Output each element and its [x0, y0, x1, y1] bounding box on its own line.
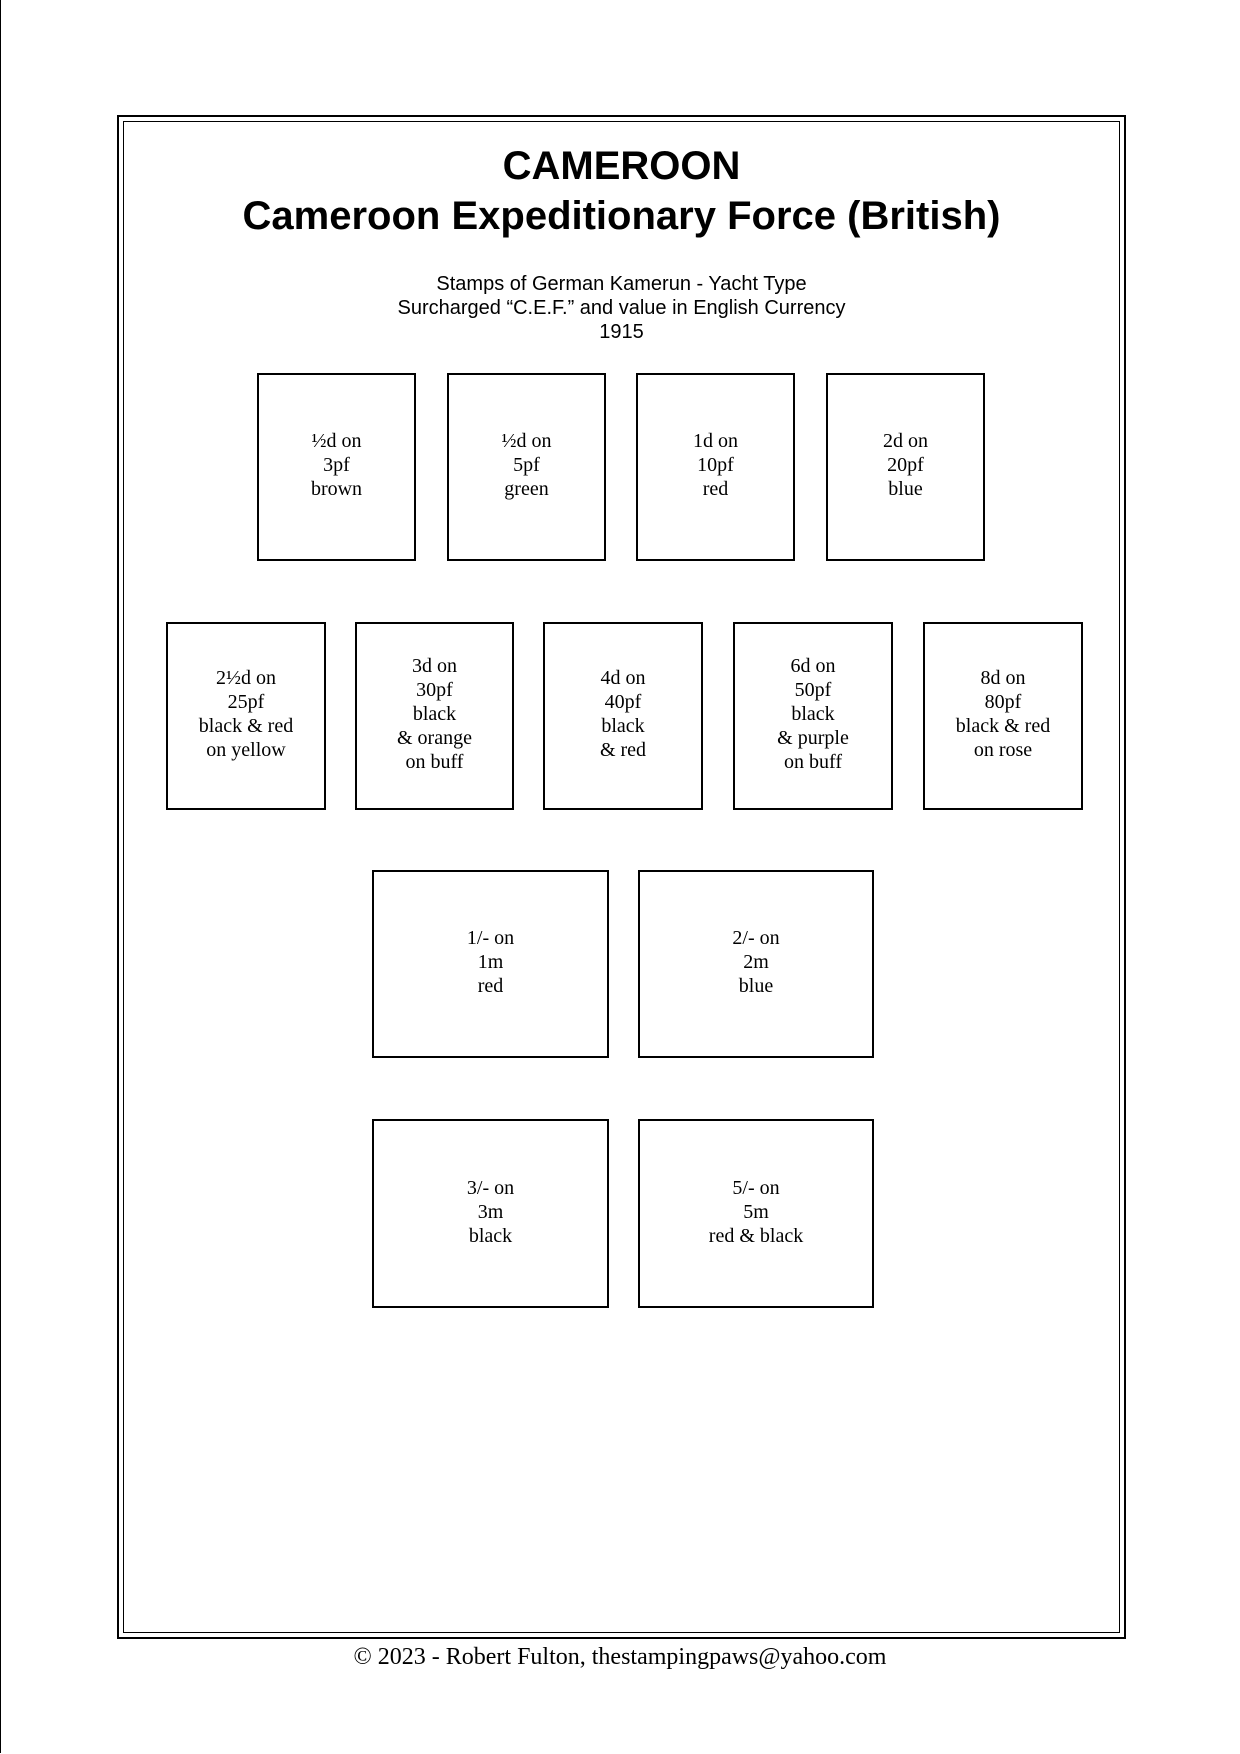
stamp-original-value: 80pf [984, 691, 1022, 713]
stamp-space [166, 622, 326, 810]
page-subtitle: Cameroon Expeditionary Force (British) [242, 194, 1001, 238]
stamp-label [467, 926, 514, 998]
stamp-original-value: 5pf [513, 454, 540, 476]
stamp-value: ½d on [311, 430, 362, 452]
stamp-label [709, 1176, 803, 1248]
stamp-value: 2½d on [216, 667, 276, 689]
stamp-original-value: 3m [477, 1200, 504, 1223]
stamp-color: black & red [198, 715, 294, 737]
stamp-space [355, 622, 514, 810]
stamp-color: on buff [405, 751, 464, 773]
stamp-color: red [477, 975, 504, 997]
stamp-color: blue [738, 975, 774, 997]
stamp-color: black [601, 715, 645, 737]
stamp-label [502, 429, 552, 501]
stamp-original-value: 5m [743, 1200, 769, 1223]
stamp-color: black & red [955, 715, 1051, 737]
stamp-value: 3/- on [466, 1176, 515, 1199]
stamp-color: blue [888, 478, 923, 500]
stamp-space [372, 870, 609, 1058]
stamp-value: 6d on [790, 655, 836, 677]
stamp-original-value: 10pf [697, 454, 734, 476]
stamp-space [372, 1119, 609, 1308]
stamp-label [693, 429, 738, 501]
stamp-color: black [468, 1224, 513, 1247]
stamp-original-value: 20pf [887, 454, 924, 476]
stamp-original-value: 50pf [794, 679, 832, 701]
stamp-space [638, 1119, 874, 1308]
stamp-color: black [791, 703, 835, 725]
stamp-space [257, 373, 416, 561]
stamp-label [956, 666, 1050, 762]
stamp-space [543, 622, 703, 810]
stamp-value: 4d on [600, 667, 646, 689]
stamp-label [883, 429, 928, 501]
stamp-color: & orange [397, 727, 472, 749]
stamp-value: 1d on [693, 430, 738, 452]
stamp-value: 1/- on [466, 927, 515, 949]
stamp-color: on rose [973, 739, 1033, 761]
stamp-space [638, 870, 874, 1058]
stamp-color: brown [310, 478, 363, 500]
stamp-color: on yellow [206, 739, 286, 761]
stamp-original-value: 30pf [416, 679, 453, 701]
stamp-color: & red [599, 739, 647, 761]
stamp-label [199, 666, 293, 762]
stamp-value: 3d on [411, 655, 457, 677]
stamp-color: black [412, 703, 457, 725]
stamp-space [923, 622, 1083, 810]
stamp-value: 5/- on [732, 1176, 780, 1199]
stamp-color: & purple [777, 727, 849, 749]
stamp-original-value: 3pf [323, 454, 350, 476]
stamp-color: red [702, 478, 729, 500]
description-line-2: Surcharged “C.E.F.” and value in English Currency [397, 297, 846, 319]
stamp-label [311, 429, 362, 501]
stamp-color: red & black [708, 1224, 804, 1247]
stamp-label [732, 926, 779, 998]
stamp-value: ½d on [501, 430, 552, 452]
description-line-1: Stamps of German Kamerun - Yacht Type [436, 273, 807, 295]
stamp-value: 2d on [883, 430, 928, 452]
page-title: CAMEROON [502, 144, 741, 188]
stamp-original-value: 2m [743, 951, 769, 973]
stamp-original-value: 25pf [227, 691, 265, 713]
stamp-label [397, 654, 472, 774]
stamp-value: 8d on [980, 667, 1026, 689]
stamp-space [733, 622, 893, 810]
stamp-space [826, 373, 985, 561]
stamp-color: green [504, 478, 549, 500]
stamp-label [600, 666, 646, 762]
copyright-footer: © 2023 - Robert Fulton, thestampingpaws@yahoo.com [353, 1644, 887, 1670]
stamp-original-value: 40pf [604, 691, 642, 713]
page-border-inner [123, 121, 1120, 1633]
description-year: 1915 [599, 321, 644, 343]
stamp-original-value: 1m [477, 951, 504, 973]
stamp-value: 2/- on [732, 927, 780, 949]
stamp-color: on buff [784, 751, 842, 773]
stamp-space [447, 373, 606, 561]
stamp-label [777, 654, 849, 774]
stamp-space [636, 373, 795, 561]
stamp-label [467, 1176, 514, 1248]
